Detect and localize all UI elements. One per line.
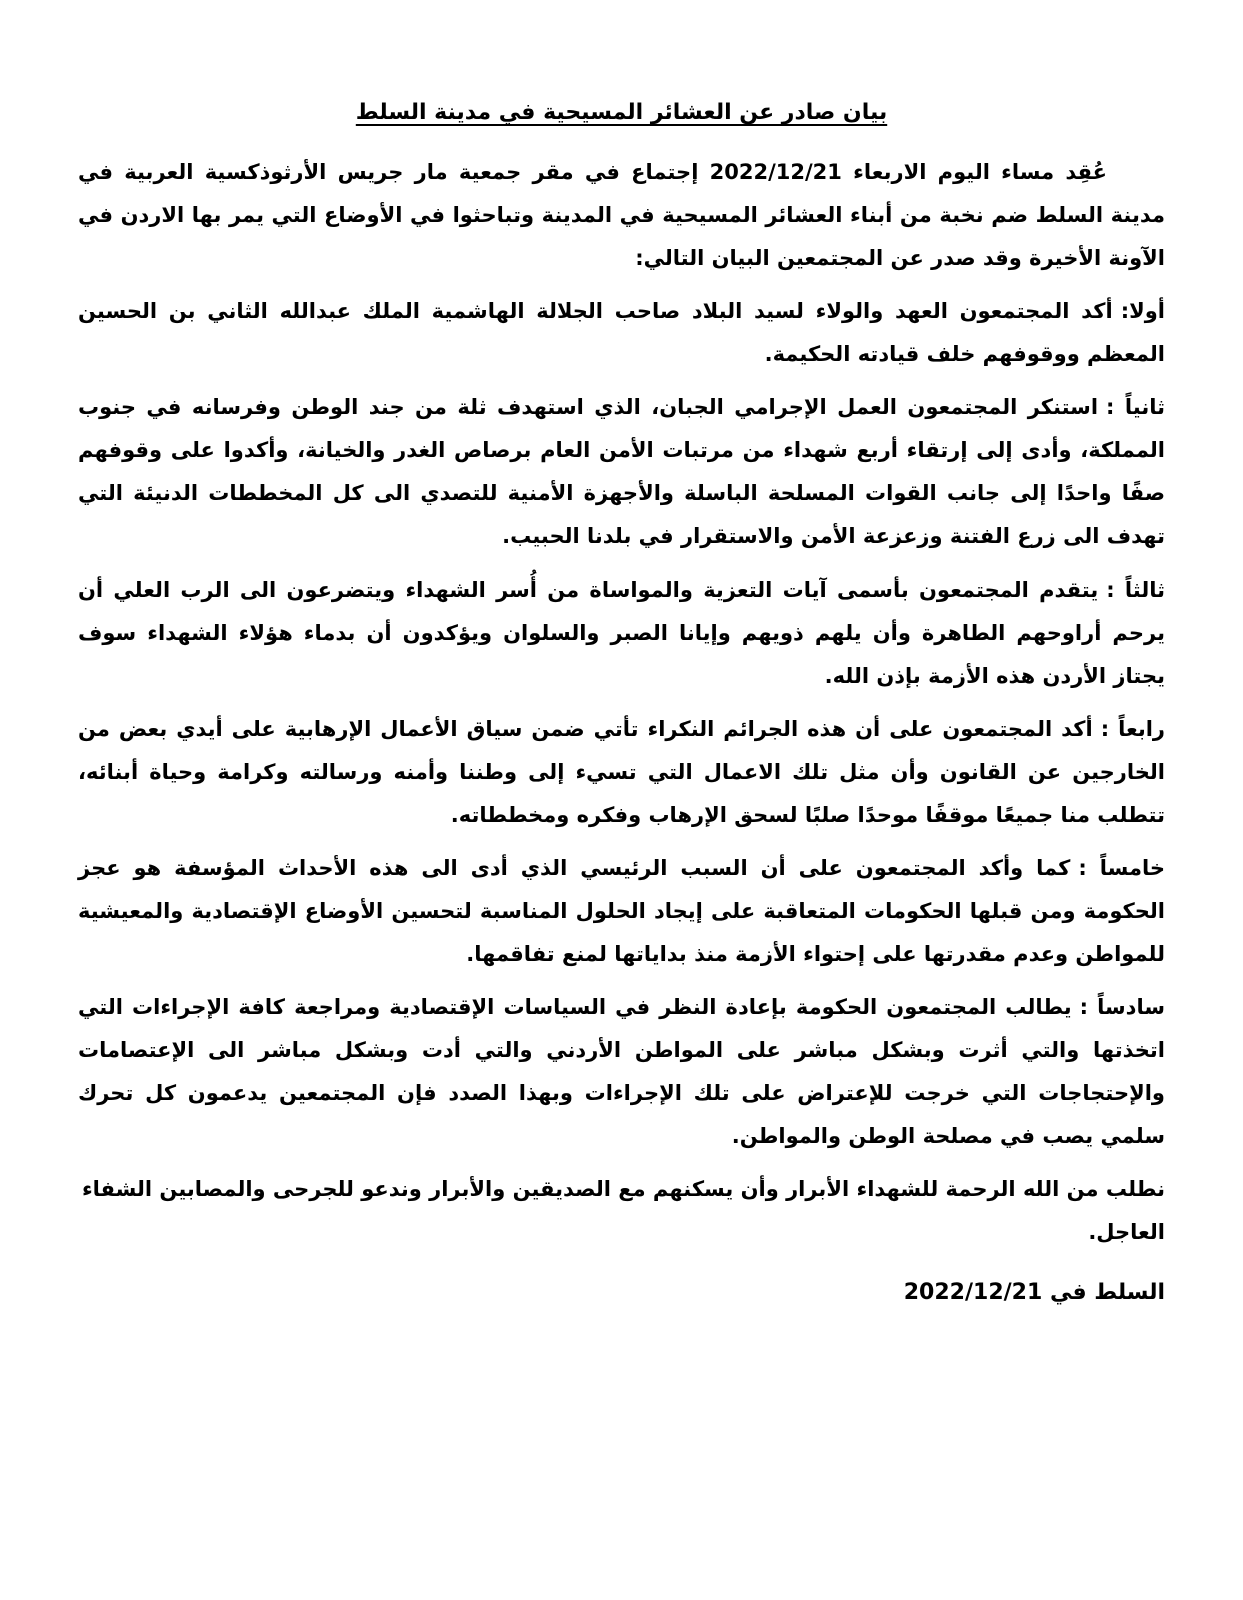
- clause-third: [78, 569, 1165, 698]
- clause-fourth-label: رابعاً :: [1100, 716, 1165, 741]
- clause-third-text: يتقدم المجتمعون بأسمى آيات التعزية والمواساة من أُسر الشهداء ويتضرعون الى الرب العلي أن يرحم أراوحهم الطاهرة وأن يلهم ذويهم وإيانا الصبر والسلوان ويؤكدون أن بدماء هؤلاء الشهداء سوف يجتاز الأردن هذه الأزمة بإذن الله.: [78, 577, 1165, 688]
- clause-fourth: [78, 708, 1165, 837]
- clause-second: [78, 386, 1165, 558]
- clause-first: [78, 290, 1165, 376]
- clause-sixth-label: سادساً :: [1079, 994, 1165, 1019]
- clause-sixth: [78, 986, 1165, 1158]
- signature-date-line: السلط في 2022/12/21: [903, 1280, 1165, 1306]
- clause-first-label: أولا:: [1120, 299, 1165, 324]
- clause-third-label: ثالثاً :: [1106, 577, 1166, 602]
- clause-first-text: أكد المجتمعون العهد والولاء لسيد البلاد صاحب الجلالة الهاشمية الملك عبدالله الثاني بن الحسين المعظم ووقوفهم خلف قيادته الحكيمة.: [78, 299, 1165, 367]
- clause-second-text: استنكر المجتمعون العمل الإجرامي الجبان، الذي استهدف ثلة من جند الوطن وفرسانه في جنوب المملكة، وأدى إلى إرتقاء أربع شهداء من مرتبات الأمن العام برصاص الغدر والخيانة، وأكدوا على وقوفهم صفًا واحدًا إلى جانب القوات المسلحة الباسلة والأجهزة الأمنية للتصدي الى كل المخططات الدنيئة التي تهدف الى زرع الفتنة وزعزعة الأمن والاستقرار في بلدنا الحبيب.: [78, 395, 1165, 549]
- clause-fifth-text: كما وأكد المجتمعون على أن السبب الرئيسي الذي أدى الى هذه الأحداث المؤسفة هو عجز الحكومة ومن قبلها الحكومات المتعاقبة على إيجاد الحلول المناسبة لتحسين الأوضاع الإقتصادية والمعيشية للمواطن وعدم مقدرتها على إحتواء الأزمة منذ بداياتها لمنع تفاقمها.: [78, 855, 1165, 966]
- document-title: بيان صادر عن العشائر المسيحية في مدينة السلط: [355, 100, 888, 125]
- closing-paragraph: نطلب من الله الرحمة للشهداء الأبرار وأن يسكنهم مع الصديقين والأبرار وندعو للجرحى والمصابين الشفاء العاجل.: [81, 1177, 1165, 1245]
- intro-paragraph: عُقِد مساء اليوم الاربعاء 2022/12/21 إجتماع في مقر جمعية مار جريس الأرثوذكسية العربية في مدينة السلط ضم نخبة من أبناء العشائر المسيحية في المدينة وتباحثوا في الأوضاع التي يمر بها الاردن في الآونة الأخيرة وقد صدر عن المجتمعين البيان التالي:: [78, 160, 1165, 271]
- clause-fifth: [78, 847, 1165, 976]
- clause-fourth-text: أكد المجتمعون على أن هذه الجرائم النكراء تأتي ضمن سياق الأعمال الإرهابية على أيدي بعض من الخارجين عن القانون وأن مثل تلك الاعمال التي تسيء إلى وطننا وأمنه ورسالته وكرامة وحياة أبنائه، تتطلب منا جميعًا موقفًا موحدًا صلبًا لسحق الإرهاب وفكره ومخططاته.: [78, 716, 1165, 827]
- clause-sixth-text: يطالب المجتمعون الحكومة بإعادة النظر في السياسات الإقتصادية ومراجعة كافة الإجراءات التي اتخذتها والتي أثرت وبشكل مباشر على المواطن الأردني والتي أدت وبشكل مباشر الى الإعتصامات والإحتجاجات التي خرجت للإعتراض على تلك الإجراءات وبهذا الصدد فإن المجتمعين يدعمون كل تحرك سلمي يصب في مصلحة الوطن والمواطن.: [78, 994, 1165, 1149]
- clause-fifth-label: خامساً :: [1078, 855, 1165, 880]
- clause-second-label: ثانياً :: [1106, 395, 1165, 420]
